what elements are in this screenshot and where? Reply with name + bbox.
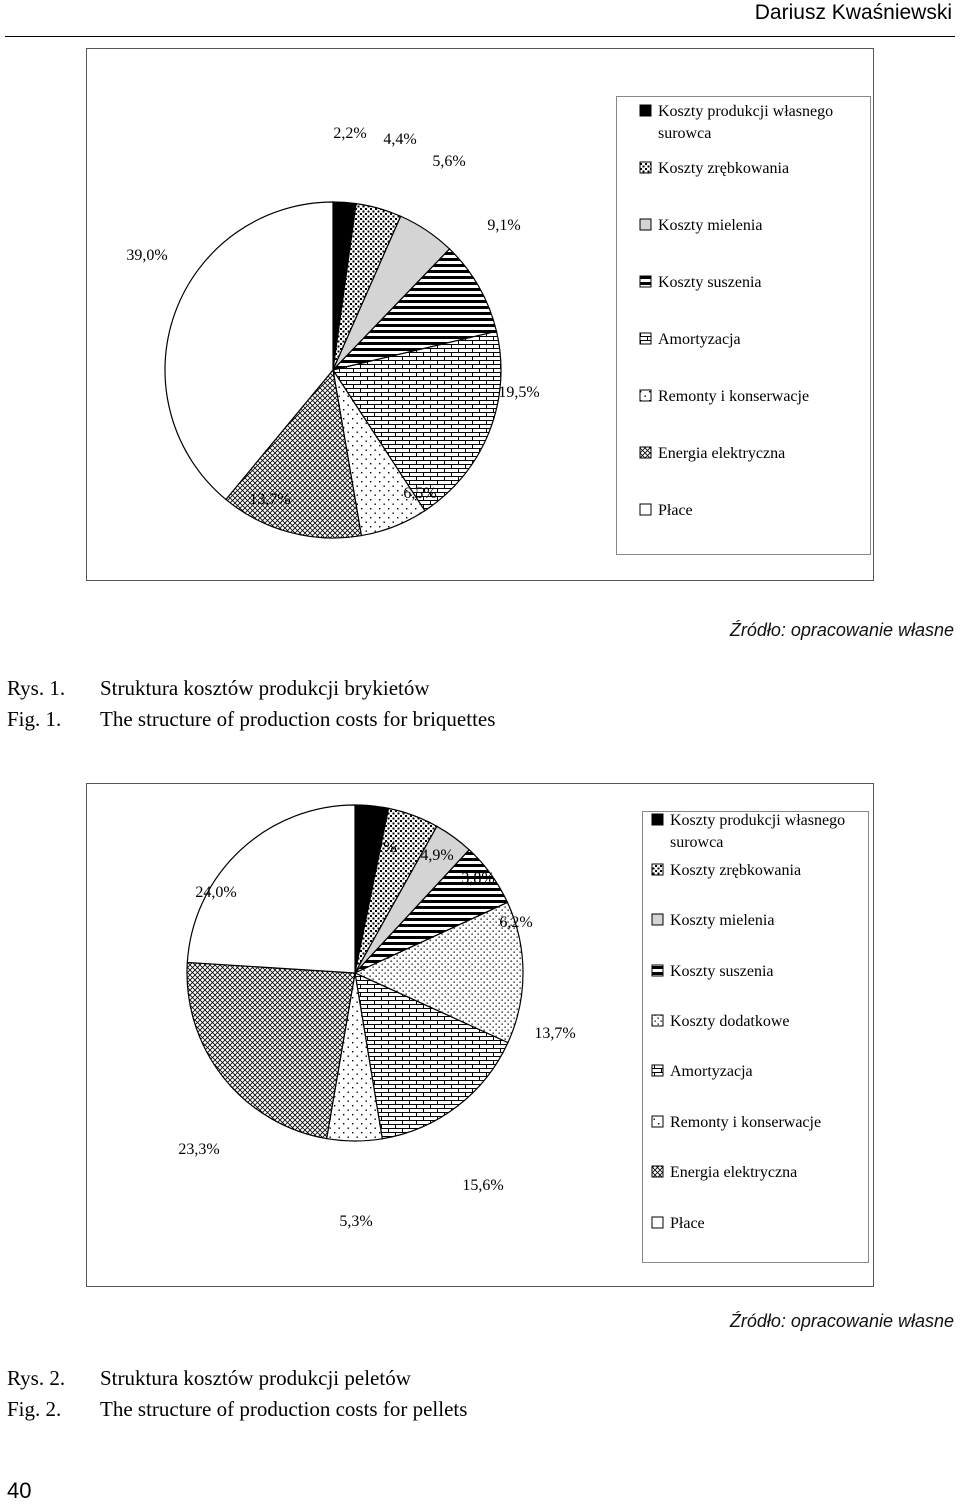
pie-chart-briquettes [0, 48, 960, 588]
figure1-caption-pl-text: Struktura kosztów produkcji brykietów [100, 676, 430, 700]
legend-swatch [640, 105, 651, 116]
slice-label-energia-elektryczna: 23,3% [178, 1141, 220, 1158]
figure1-caption-pl-label: Rys. 1. [7, 676, 66, 700]
legend-label: Płace [670, 1215, 705, 1232]
slice-label-amortyzacja: 19,5% [498, 384, 540, 401]
figure2-source: Źródło: opracowanie własne [729, 1311, 954, 1331]
figure1-caption-en-text: The structure of production costs for briquettes [100, 707, 496, 731]
figure1-caption-en-label: Fig. 1. [7, 707, 62, 731]
slice-label-remonty-i-konserwacje: 5,3% [339, 1213, 373, 1230]
legend-swatch [640, 504, 651, 515]
slice-label-koszty-zrebkowania: 4,4% [383, 131, 417, 148]
legend-label: Energia elektryczna [658, 445, 786, 462]
legend-label: Amortyzacja [670, 1063, 753, 1080]
legend-swatch [640, 276, 651, 287]
legend-item-remonty-i-konserwacje [652, 1114, 821, 1131]
slice-label-energia-elektryczna: 13,7% [249, 491, 291, 508]
legend-label: Koszty zrębkowania [670, 862, 802, 879]
legend-swatch [652, 1166, 663, 1177]
legend-label: Koszty mielenia [658, 217, 763, 234]
legend-item-energia-elektryczna [640, 445, 785, 462]
figure2-caption-en-label: Fig. 2. [7, 1397, 62, 1421]
legend-item-koszty-dodatkowe [652, 1013, 790, 1030]
legend-swatch [652, 914, 663, 925]
legend-label: Koszty produkcji własnego surowca [670, 812, 846, 851]
legend-item-koszty-suszenia [640, 274, 762, 291]
page-number: 40 [7, 1478, 32, 1503]
slice-label-koszty-produkcji-wlasnego-surowca: 2,2% [333, 125, 367, 142]
legend-label: Koszty suszenia [670, 963, 774, 980]
figure2-caption [7, 1363, 467, 1425]
legend-item-koszty-mielenia [652, 912, 774, 929]
legend-label: Płace [658, 502, 693, 519]
legend-swatch [652, 1065, 663, 1076]
legend-swatch [652, 965, 663, 976]
slice-label-place: 39,0% [126, 247, 168, 264]
pie-chart-pellets [0, 780, 960, 1290]
legend-item-koszty-zrebkowania [652, 862, 801, 879]
legend-label: Koszty produkcji własnego surowca [658, 103, 834, 142]
figure2-caption-pl-text: Struktura kosztów produkcji peletów [100, 1366, 411, 1390]
legend-label: Remonty i konserwacje [658, 388, 810, 405]
legend-label: Energia elektryczna [670, 1164, 798, 1181]
legend-label: Koszty mielenia [670, 912, 775, 929]
legend-label: Remonty i konserwacje [670, 1114, 822, 1131]
slice-label-koszty-suszenia: 6,2% [499, 914, 533, 931]
legend-swatch [652, 864, 663, 875]
slice-label-koszty-suszenia: 9,1% [487, 217, 521, 234]
legend-item-energia-elektryczna [652, 1164, 797, 1181]
legend-item-koszty-suszenia [652, 963, 774, 980]
slice-label-koszty-mielenia: 3,8% [461, 870, 495, 887]
legend-swatch [640, 219, 651, 230]
legend-swatch [640, 390, 651, 401]
legend-label: Amortyzacja [658, 331, 741, 348]
legend-label: Koszty suszenia [658, 274, 762, 291]
legend-item-koszty-zrebkowania [640, 160, 789, 177]
figure1-caption [7, 673, 495, 735]
legend-swatch [640, 162, 651, 173]
figure2-caption-en-text: The structure of production costs for pellets [100, 1397, 468, 1421]
figure2-caption-pl-label: Rys. 2. [7, 1366, 66, 1390]
header-author: Dariusz Kwaśniewski [754, 1, 952, 24]
slice-label-koszty-produkcji-wlasnego-surowca: 3,2% [363, 839, 397, 856]
legend-swatch [652, 814, 663, 825]
legend-swatch [640, 447, 651, 458]
slice-label-koszty-zrebkowania: 4,9% [420, 847, 454, 864]
slice-label-amortyzacja: 15,6% [462, 1177, 504, 1194]
legend-swatch [640, 333, 651, 344]
figure1-source: Źródło: opracowanie własne [729, 620, 954, 640]
legend-item-koszty-mielenia [640, 217, 762, 234]
legend-label: Koszty dodatkowe [670, 1013, 790, 1030]
slice-label-koszty-dodatkowe: 13,7% [534, 1025, 576, 1042]
slice-label-place: 24,0% [195, 884, 237, 901]
legend-swatch [652, 1015, 663, 1026]
slice-label-koszty-mielenia: 5,6% [432, 153, 466, 170]
legend-box [643, 812, 869, 1263]
legend-item-remonty-i-konserwacje [640, 388, 809, 405]
slice-label-remonty-i-konserwacje: 6,5% [403, 485, 437, 502]
legend-label: Koszty zrębkowania [658, 160, 790, 177]
legend-swatch [652, 1217, 663, 1228]
header-rule [5, 36, 955, 37]
legend-swatch [652, 1116, 663, 1127]
